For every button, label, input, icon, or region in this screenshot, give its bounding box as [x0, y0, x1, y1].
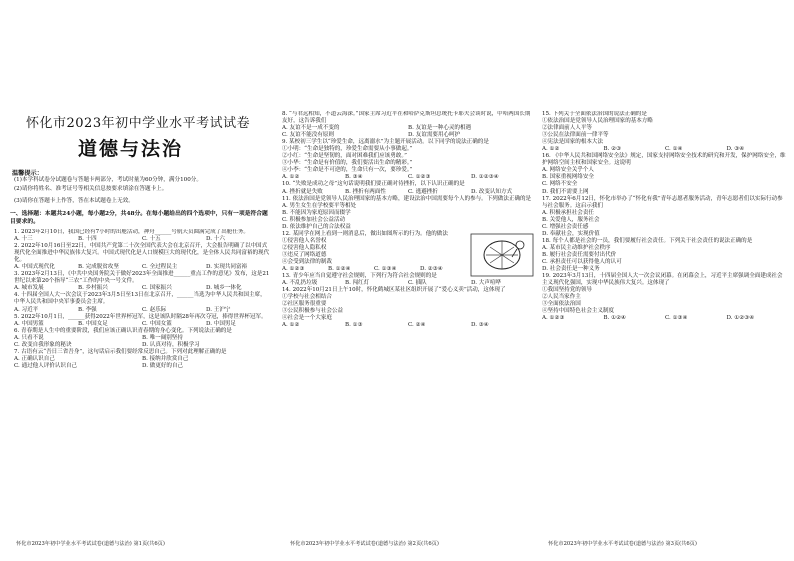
- option-choice: D. 做更好的自己: [142, 362, 184, 369]
- question-option-line: ③全面依法治国: [542, 301, 581, 308]
- option-choice: D. 友谊需要用心呵护: [408, 132, 461, 139]
- question-item: [282, 139, 534, 181]
- question-text: 8. “与君远相知，不道云海深。”国家主席习近平在和哈萨克斯坦总统托卡耶夫会谈时说，中哈两国长期友好，这告诉我们: [282, 111, 531, 125]
- question-option-line: C. 增强社会责任感: [542, 223, 589, 230]
- question-text: 3. 2023年2月13日，《中共中央国务院关于做好2023年全面推进______重点工作的意见》发布，这是21世纪以来第20个指导“三农”工作的中央一号文件。: [14, 271, 270, 285]
- question-text: 6. 青春期是人生中的重要阶段，我们应该正确认识青春期的身心变化。下列说法正确的是: [14, 327, 232, 334]
- page-footer: 怀化市2023年初中学业水平考试试卷(道德与法治) 第2页(共6页): [290, 541, 439, 547]
- question-text: 12. 某同学在网上看到一则消息后，做出如图所示的行为。他的做法: [282, 230, 448, 237]
- question-text: 16. 《中华人民共和国网络安全法》规定，国家支持网络安全技术的研究和开发，保护网络安全，维护网络空间主权和国家安全。这说明: [542, 153, 786, 167]
- question-text: 2. 2022年10月16日至22日，中国共产党第二十次全国代表大会在北京召开，大会报告明确了以中国式现代化全面推进中华民族伟大复兴。中国式现代化是人口规模巨大的现代化，是全体人民共同富裕的现代化。: [14, 243, 270, 264]
- option-choice: B. ①②④: [328, 266, 351, 273]
- option-choice: A. ①②③: [282, 266, 305, 273]
- question-option-line: ③公民积极参与社会公益: [282, 308, 344, 315]
- question-option-line: B. 履行社会责任需要付出代价: [542, 251, 617, 258]
- question-item: [14, 229, 270, 243]
- question-item: [282, 287, 534, 329]
- section-heading: 一、选择题：本题共24小题，每小题2分，共48分。在每小题给出的四个选项中，只有一项是符合题目要求的。: [10, 211, 268, 225]
- question-option-line: ②小红：“生命是坚韧的，面对困难我们应该勇敢。”: [282, 153, 407, 160]
- notice-item: (2)请你将姓名、准考证号等相关信息按要求填涂在答题卡上。: [14, 186, 168, 192]
- option-choice: C. ①③④: [665, 315, 688, 322]
- question-option-line: ③公民在法律面前一律平等: [542, 132, 609, 139]
- option-choice: C. 逃避挫折: [408, 188, 438, 195]
- question-item: [282, 111, 534, 139]
- option-choice: D. ②③④: [420, 266, 443, 273]
- question-item: [282, 181, 534, 195]
- option-choice: A. 中国式现代化: [14, 264, 55, 271]
- question-option-line: ①依法治国是党领导人民治理国家的基本方略: [542, 118, 653, 125]
- question-item: [542, 153, 788, 195]
- option-choice: A. 习近平: [14, 306, 39, 313]
- option-choice: C. 全过程民主: [142, 264, 178, 271]
- option-choice: B. 中国女足: [78, 320, 108, 327]
- option-choice: D. ③④: [726, 146, 745, 153]
- option-choice: D. 十六: [206, 236, 225, 243]
- question-option-line: D. 我们不需要上网: [542, 188, 589, 195]
- question-option-line: D. 奉献社会，实现价值: [542, 230, 600, 237]
- question-text: 5. 2022年10月1日，______获得2022年世界杯冠军，这是该队时隔28年再次夺冠，捧得世界杯冠军。: [14, 313, 267, 320]
- question-option-line: ②社区服务很重要: [282, 301, 327, 308]
- option-choice: B. 友谊是一种心灵的相遇: [408, 125, 472, 132]
- question-item: [14, 271, 270, 292]
- question-text: 10. “失败是成功之母”这句话说明我们要正确对待挫折，以下认识正确的是: [282, 181, 465, 188]
- question-option-line: D. 依法维护自己的合法权益: [282, 223, 351, 230]
- question-option-line: A. 积极承担社会责任: [542, 209, 594, 216]
- question-item: [282, 196, 534, 231]
- question-option-line: D. 社会责任是一种义务: [542, 266, 600, 273]
- question-option-line: A. 某市民主动维护社会秩序: [542, 244, 611, 251]
- question-text: 13. 青少年应当自觉遵守社会规则，下列行为符合社会规则的是: [282, 273, 437, 280]
- question-option-line: B. 不能因为家庭原因而辍学: [282, 209, 351, 216]
- option-choice: D. 改变认知方式: [471, 188, 513, 195]
- option-choice: B. 乡村振兴: [78, 285, 108, 292]
- option-choice: A. ①②: [282, 174, 300, 181]
- option-choice: A. 挫折就是失败: [282, 188, 323, 195]
- question-item: [542, 273, 788, 322]
- question-text: 1. 2023年2月10日，我国已经有7小时的出舱活动，神舟______号航天员圆满完成了出舱任务。: [14, 229, 249, 235]
- question-text: 7. 古语有云“吾日三省吾身”，这句话启示我们要经常反思自己。下列对此理解正确的是: [14, 348, 227, 355]
- option-choice: C. 中国女篮: [142, 320, 172, 327]
- question-option-line: ④坚持中国特色社会主义制度: [542, 308, 615, 315]
- question-option-line: ②法律面前人人平等: [542, 125, 592, 132]
- question-option-line: C. 网络不安全: [542, 181, 578, 188]
- option-choice: C. ①②③: [408, 174, 431, 181]
- question-option-line: ③小华：“生命是有价值的，我们要活出生命的精彩。”: [282, 160, 413, 167]
- question-option-line: C. 承担责任可以获得他人的认可: [542, 258, 622, 265]
- question-option-line: ④小李：“生命是不可逆的，生命只有一次，要珍爱。”: [282, 167, 413, 174]
- question-text: 19. 2023年3月13日，十四届全国人大一次会议闭幕。在闭幕会上，习近平主席强调全面建成社会主义现代化强国，实现中华民族伟大复兴。这体现了: [542, 273, 783, 287]
- question-item: [542, 238, 788, 273]
- option-choice: B. 闯红灯: [345, 280, 370, 287]
- question-item: [14, 349, 270, 370]
- option-choice: B. 完成脱贫攻坚: [78, 264, 119, 271]
- option-choice: A. 不乱扔垃圾: [282, 280, 318, 287]
- question-option-line: ②侵害他人隐私权: [282, 244, 327, 251]
- subject-title: 道德与法治: [78, 138, 184, 160]
- option-choice: C. 改变自我形象的秘诀: [14, 341, 72, 348]
- question-options: [14, 363, 270, 370]
- question-option-line: ①小明：“生命是独特的，珍爱生命需要从小事做起。”: [282, 146, 413, 153]
- option-choice: D. ③④: [471, 322, 489, 329]
- question-option-line: ④会受到法律的制裁: [282, 258, 332, 265]
- question-option-line: ①学校与社会相结合: [282, 294, 332, 301]
- notice-item: (3)请你在答题卡上作答，答在本试题卷上无效。: [14, 198, 134, 204]
- option-choice: A. ①②: [282, 322, 300, 329]
- option-choice: D. 城乡一体化: [206, 285, 242, 292]
- question-options: [14, 335, 270, 342]
- option-choice: A. 十三: [14, 236, 33, 243]
- option-choice: C. ②④: [408, 322, 426, 329]
- option-choice: B. 李强: [78, 306, 97, 313]
- option-choice: D. ①②③④: [471, 174, 499, 181]
- option-choice: A. 中国男篮: [14, 320, 44, 327]
- question-item: [282, 231, 534, 273]
- option-choice: C. ①④: [665, 146, 683, 153]
- question-item: [14, 314, 270, 328]
- option-choice: D. 王沪宁: [206, 306, 231, 313]
- option-choice: B. ③④: [345, 174, 363, 181]
- question-option-line: B. 关爱他人，服务社会: [542, 216, 600, 223]
- option-choice: A. 城市发展: [14, 285, 44, 292]
- question-option-line: ①侵害他人名誉权: [282, 237, 327, 244]
- question-options: [282, 189, 534, 196]
- page-footer: 怀化市2023年初中学业水平考试试卷(道德与法治) 第1页(共6页): [16, 541, 165, 547]
- exam-title: 怀化市2023年初中学业水平考试试卷: [26, 116, 251, 131]
- notice-heading: 温馨提示：: [12, 170, 43, 177]
- question-options: [14, 307, 270, 314]
- option-choice: B. ①③: [345, 322, 363, 329]
- option-choice: D. 实现共同富裕: [206, 264, 248, 271]
- option-choice: D. 认真对待，积极学习: [142, 341, 200, 348]
- question-item: [14, 243, 270, 271]
- question-option-line: A. 网络安全关乎个人: [542, 167, 594, 174]
- question-text: 9. 某校初三学生以“珍爱生命，远离溺水”为主题开展活动。以下同学的说法正确的是: [282, 139, 489, 146]
- option-choice: A. ①②: [542, 146, 560, 153]
- question-option-line: C. 积极参加社会公益活动: [282, 216, 346, 223]
- option-choice: B. ①②④: [603, 315, 627, 322]
- page-two-questions: [282, 111, 534, 537]
- question-item: [14, 328, 270, 349]
- question-option-line: ①我国坚持党的领导: [542, 287, 592, 294]
- question-option-line: A. 男生女生在学校要平等相处: [282, 202, 357, 209]
- question-text: 15. 下列关于全面依法治国的说法正确的是: [542, 111, 647, 117]
- question-text: 11. 依法治国是党领导人民治理国家的基本方略，建设法治中国需要每个人的参与。下列做法正确的是: [282, 195, 532, 202]
- question-option-line: ③违反了网络道德: [282, 251, 327, 258]
- question-options: [14, 356, 270, 363]
- question-options: [14, 321, 270, 328]
- option-choice: B. 唯一阔别坚持: [142, 334, 183, 341]
- option-choice: C. 国家振兴: [142, 285, 172, 292]
- option-choice: C. 插队: [408, 280, 427, 287]
- option-choice: C. 通过他人评价认识自己: [14, 362, 78, 369]
- question-option-line: ②人民当家作主: [542, 294, 581, 301]
- question-text: 14. 2022年10月21日上午10时，怀化鹤城区某社区组织开展了“爱心义卖”活动，这体现了: [282, 287, 506, 294]
- question-option-line: ④宪法是国家的根本大法: [542, 139, 604, 146]
- option-choice: C. 友谊不能没有原则: [282, 132, 334, 139]
- option-choice: A. 友谊不是一成不变的: [282, 125, 340, 132]
- question-options: [14, 342, 270, 349]
- option-choice: C. 赵乐际: [142, 306, 167, 313]
- option-choice: D. 中国男足: [206, 320, 236, 327]
- option-choice: B. 挫折有两面性: [345, 188, 386, 195]
- notice-item: (1)本学科试卷分试题卷与答题卡两部分，考试时量为60分钟，满分100分。: [14, 177, 202, 183]
- option-choice: B. 十四: [78, 236, 97, 243]
- page-three-questions: [542, 111, 788, 537]
- question-text: 18. 每个人都是社会的一员，我们要履行社会责任。下列关于社会责任的说法正确的是: [542, 237, 753, 244]
- option-choice: A. 正确认识自己: [14, 355, 55, 362]
- question-item: [542, 196, 788, 238]
- cartoon-illustration-icon: [470, 233, 534, 277]
- question-item: [542, 111, 788, 153]
- option-choice: B. ②③: [603, 146, 622, 153]
- page-one-questions: [14, 229, 270, 553]
- option-choice: C. ①③④: [374, 266, 397, 273]
- option-choice: B. 接纳并欣赏自己: [142, 355, 189, 362]
- option-choice: D. ①②③④: [726, 315, 755, 322]
- question-options: [542, 315, 788, 322]
- option-choice: C. 十五: [142, 236, 161, 243]
- option-choice: A. 只看不说: [14, 334, 44, 341]
- question-text: 17. 2022年6月12日，怀化市举办了“怀化有我”青年志愿者服务活动，青年志愿者们以实际行动参与社会服务。这启示我们: [542, 195, 783, 209]
- question-option-line: ④社会是一个大家庭: [282, 315, 332, 322]
- question-text: 4. 十四届全国人大一次会议于2023年3月5日至13日在北京召开，______当选为中华人民共和国主席，中华人民共和国中央军事委员会主席。: [14, 292, 266, 306]
- option-choice: A. ①②③: [542, 315, 565, 322]
- option-choice: D. 大声喧哗: [471, 280, 501, 287]
- question-option-line: B. 国家重视网络安全: [542, 174, 594, 181]
- question-options: [282, 322, 534, 329]
- page-footer: 怀化市2023年初中学业水平考试试卷(道德与法治) 第3页(共6页): [548, 541, 697, 547]
- question-item: [14, 292, 270, 313]
